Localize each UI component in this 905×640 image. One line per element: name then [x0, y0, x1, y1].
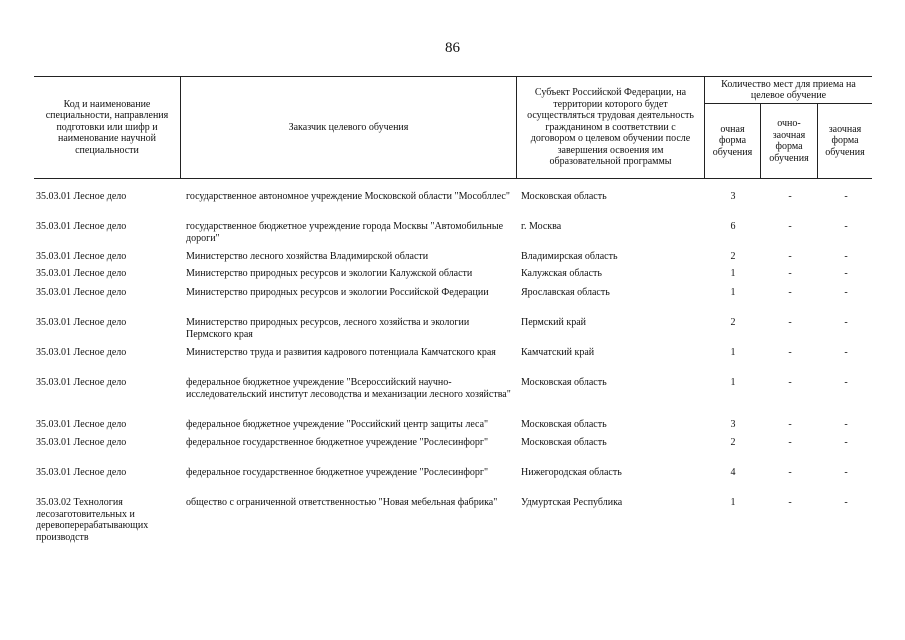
- cell-extramural: -: [844, 191, 848, 202]
- cell-customer: федеральное государственное бюджетное учреждение "Рослесинфорг": [186, 467, 489, 478]
- cell-full-time: 2: [730, 317, 736, 328]
- cell-code: 35.03.01 Лесное дело: [36, 191, 127, 202]
- cell-customer: федеральное бюджетное учреждение "Всероссийский научно-исследовательский институт лесоводства и механизации лесного хозяйства": [186, 377, 511, 400]
- header-customer: Заказчик целевого обучения: [288, 121, 409, 133]
- page-number: 86: [445, 40, 460, 56]
- cell-customer: Министерство природных ресурсов и экологии Российской Федерации: [186, 287, 489, 298]
- cell-full-time: 3: [730, 419, 736, 430]
- cell-code: 35.03.02 Технология лесозаготовительных и деревоперерабатывающих производств: [36, 497, 149, 543]
- cell-full-time: 1: [730, 287, 736, 298]
- cell-full-time: 4: [730, 467, 736, 478]
- cell-code: 35.03.01 Лесное дело: [36, 347, 127, 358]
- cell-part-time: -: [788, 419, 792, 430]
- cell-extramural: -: [844, 287, 848, 298]
- cell-subject: Московская область: [521, 437, 607, 448]
- cell-full-time: 2: [730, 437, 736, 448]
- cell-full-time: 1: [730, 268, 736, 279]
- cell-extramural: -: [844, 497, 848, 508]
- cell-code: 35.03.01 Лесное дело: [36, 317, 127, 328]
- cell-full-time: 3: [730, 191, 736, 202]
- cell-extramural: -: [844, 437, 848, 448]
- header-subject: Субъект Российской Федерации, на территории которого будет осуществляться трудовая деятельность гражданином в соответствии с договором о целевом обучении после завершения освоения им образовательной программы: [527, 87, 694, 168]
- cell-customer: государственное бюджетное учреждение города Москвы "Автомобильные дороги": [186, 221, 504, 244]
- cell-code: 35.03.01 Лесное дело: [36, 437, 127, 448]
- cell-subject: Пермский край: [521, 317, 586, 328]
- header-places: Количество мест для приема на целевое обучение: [721, 78, 856, 101]
- cell-part-time: -: [788, 251, 792, 262]
- cell-full-time: 6: [730, 221, 736, 232]
- cell-full-time: 1: [730, 497, 736, 508]
- cell-extramural: -: [844, 467, 848, 478]
- cell-customer: федеральное бюджетное учреждение "Российский центр защиты леса": [186, 419, 489, 430]
- cell-full-time: 2: [730, 251, 736, 262]
- cell-part-time: -: [788, 287, 792, 298]
- cell-subject: Камчатский край: [521, 347, 595, 358]
- cell-subject: Владимирская область: [521, 251, 618, 262]
- cell-part-time: -: [788, 347, 792, 358]
- cell-subject: Ярославская область: [521, 287, 610, 298]
- cell-part-time: -: [788, 497, 792, 508]
- cell-subject: Московская область: [521, 419, 607, 430]
- cell-code: 35.03.01 Лесное дело: [36, 251, 127, 262]
- cell-code: 35.03.01 Лесное дело: [36, 467, 127, 478]
- cell-code: 35.03.01 Лесное дело: [36, 221, 127, 232]
- cell-extramural: -: [844, 377, 848, 388]
- cell-subject: Калужская область: [521, 268, 602, 279]
- cell-code: 35.03.01 Лесное дело: [36, 287, 127, 298]
- cell-part-time: -: [788, 467, 792, 478]
- cell-code: 35.03.01 Лесное дело: [36, 268, 127, 279]
- cell-full-time: 1: [730, 377, 736, 388]
- cell-part-time: -: [788, 377, 792, 388]
- cell-part-time: -: [788, 437, 792, 448]
- cell-customer: Министерство труда и развития кадрового потенциала Камчатского края: [186, 347, 496, 358]
- cell-customer: общество с ограниченной ответственностью "Новая мебельная фабрика": [186, 497, 498, 508]
- cell-extramural: -: [844, 317, 848, 328]
- cell-subject: г. Москва: [521, 221, 562, 232]
- header-full-time: очная форма обучения: [712, 123, 753, 158]
- table-header: [34, 76, 872, 179]
- cell-subject: Московская область: [521, 191, 607, 202]
- cell-extramural: -: [844, 347, 848, 358]
- cell-customer: Министерство природных ресурсов и экологии Калужской области: [186, 268, 473, 279]
- cell-customer: Министерство природных ресурсов, лесного хозяйства и экологии Пермского края: [186, 317, 470, 340]
- cell-part-time: -: [788, 221, 792, 232]
- cell-part-time: -: [788, 317, 792, 328]
- cell-customer: государственное автономное учреждение Московской области "Мособллес": [186, 191, 510, 202]
- cell-extramural: -: [844, 251, 848, 262]
- cell-part-time: -: [788, 268, 792, 279]
- cell-code: 35.03.01 Лесное дело: [36, 377, 127, 388]
- cell-extramural: -: [844, 221, 848, 232]
- cell-extramural: -: [844, 268, 848, 279]
- cell-full-time: 1: [730, 347, 736, 358]
- cell-code: 35.03.01 Лесное дело: [36, 419, 127, 430]
- cell-customer: Министерство лесного хозяйства Владимирской области: [186, 251, 429, 262]
- cell-subject: Удмуртская Республика: [521, 497, 623, 508]
- header-extramural: заочная форма обучения: [825, 123, 865, 158]
- header-part-time: очно-заочная форма обучения: [769, 118, 809, 164]
- cell-subject: Нижегородская область: [521, 467, 622, 478]
- cell-customer: федеральное государственное бюджетное учреждение "Рослесинфорг": [186, 437, 489, 448]
- header-code: Код и наименование специальности, направления подготовки или шифр и наименование научной специальности: [45, 98, 169, 156]
- cell-subject: Московская область: [521, 377, 607, 388]
- cell-part-time: -: [788, 191, 792, 202]
- cell-extramural: -: [844, 419, 848, 430]
